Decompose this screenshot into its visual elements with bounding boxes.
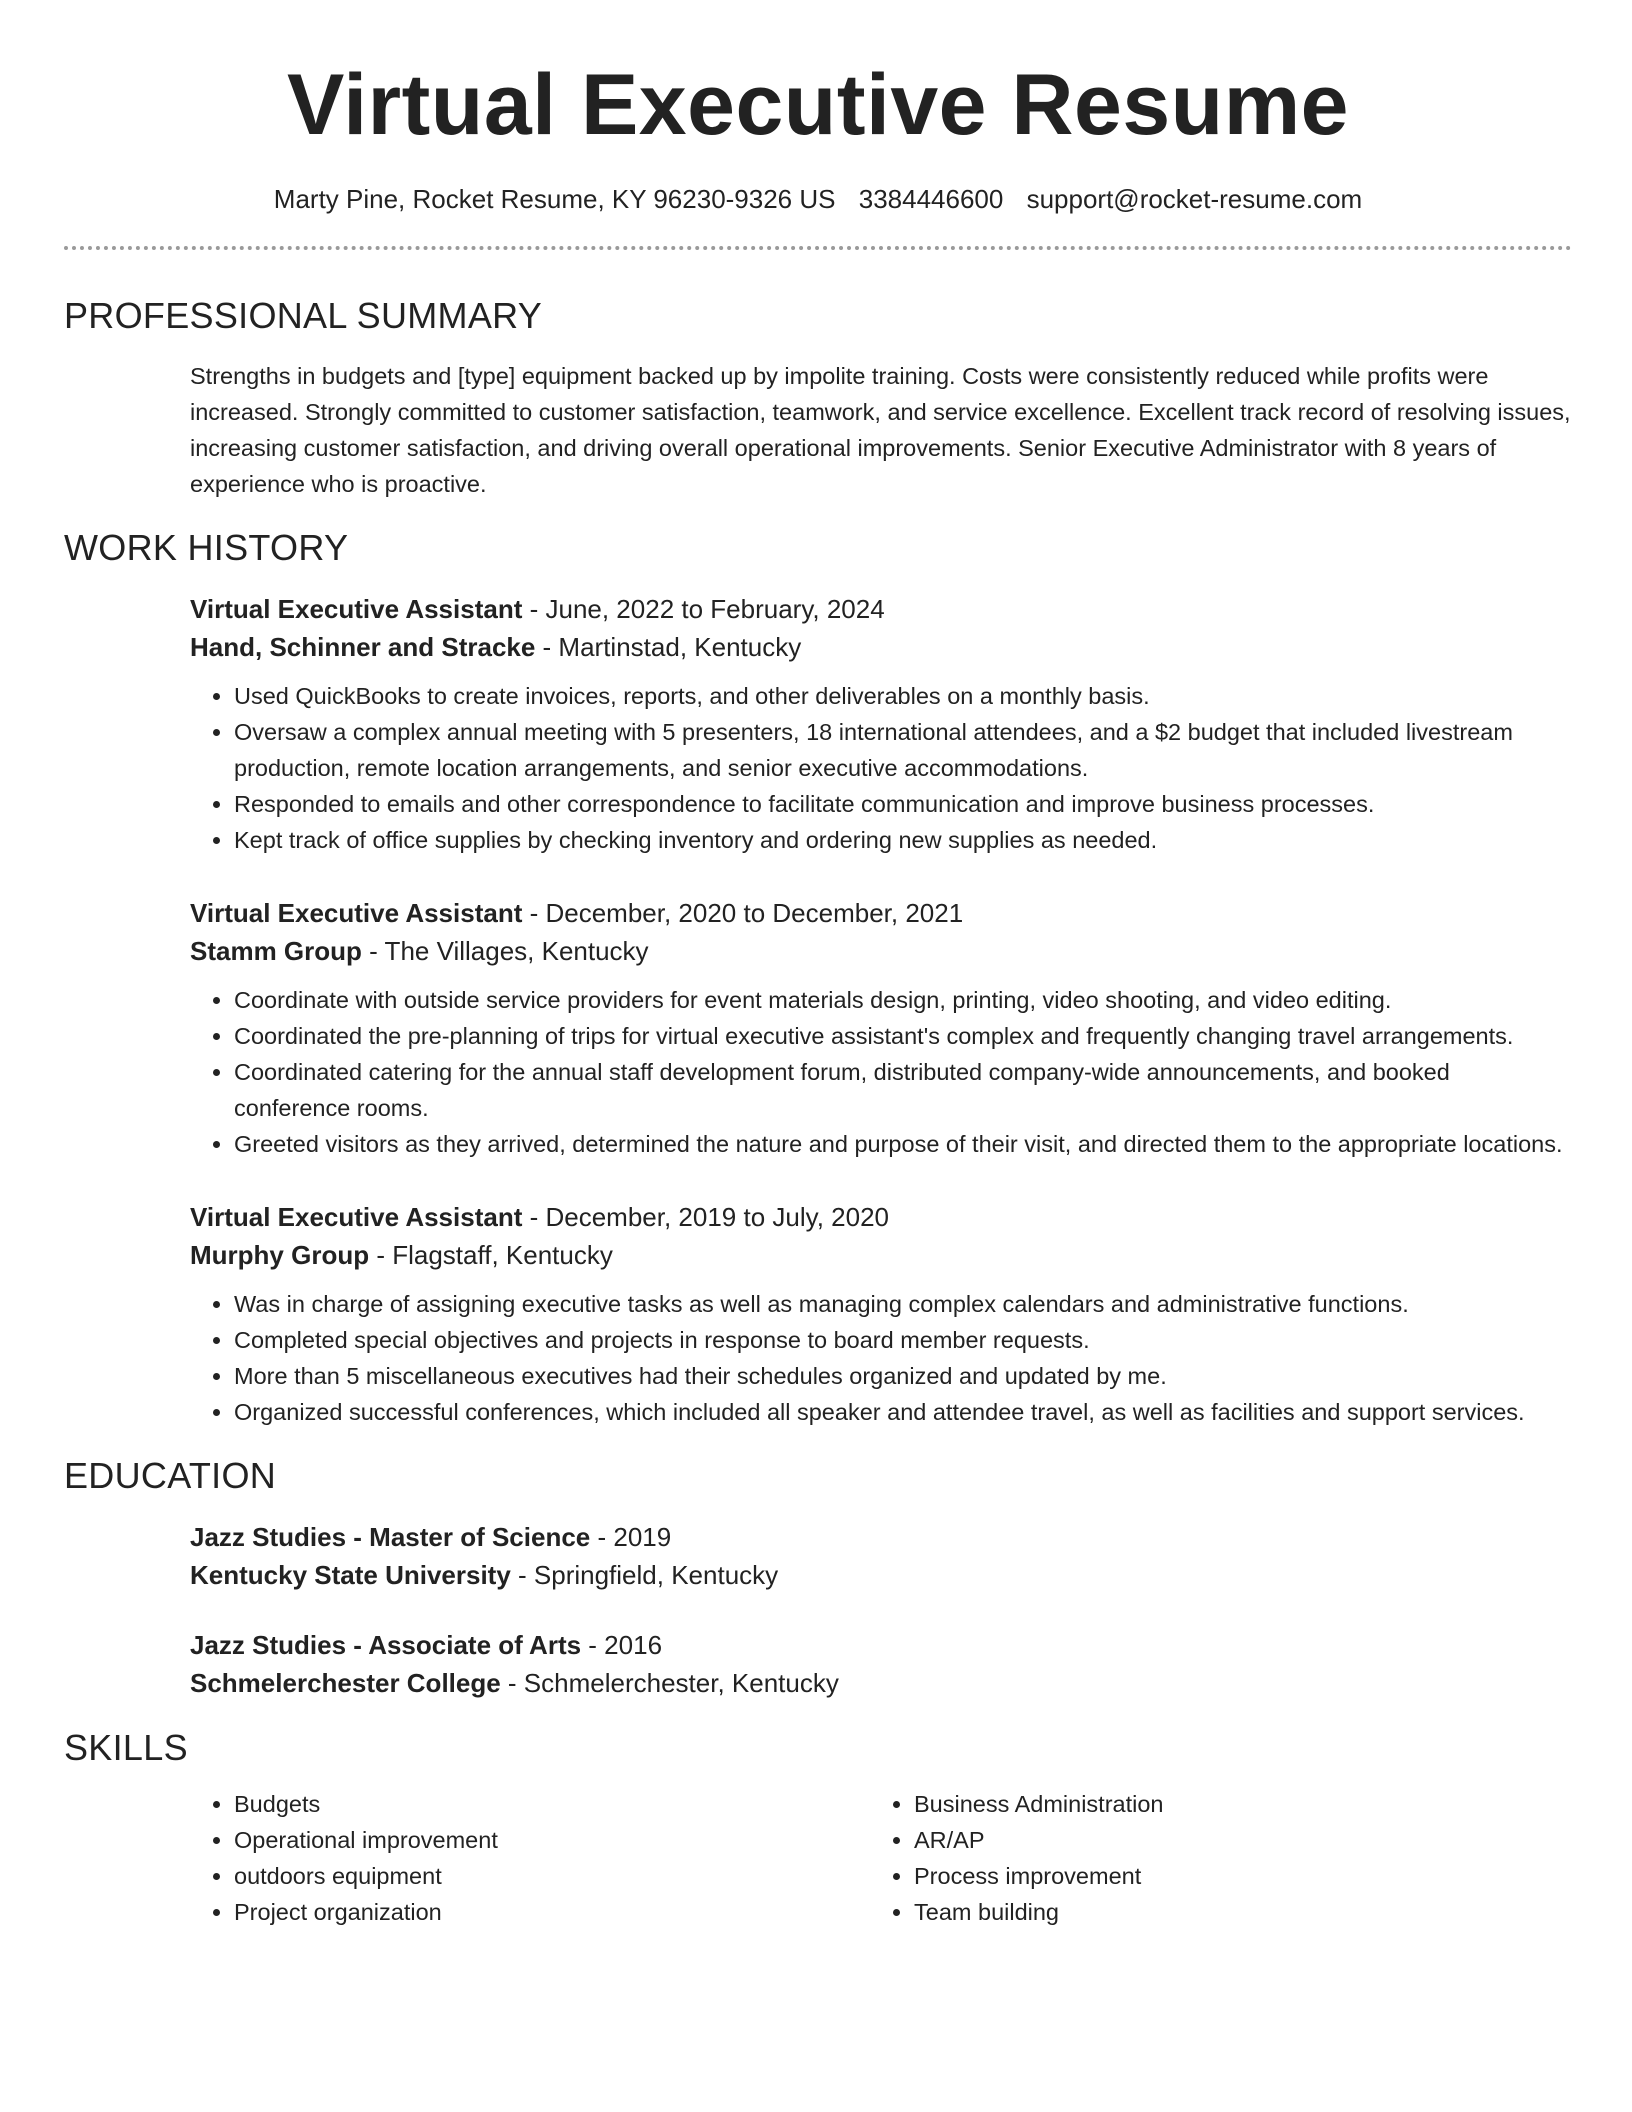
- job-title-line: [190, 590, 1572, 628]
- skill-item: • Team building: [914, 1894, 1550, 1930]
- contact-address: Marty Pine, Rocket Resume, KY 96230-9326 US: [273, 184, 836, 214]
- job-title: Virtual Executive Assistant: [190, 898, 523, 928]
- skill-item: • Business Administration: [914, 1786, 1550, 1822]
- job-entry: [190, 894, 1572, 1162]
- summary-heading: PROFESSIONAL SUMMARY: [64, 295, 543, 336]
- summary-text: Strengths in budgets and [type] equipment backed up by impolite training. Costs were consistently reduced while profits were increased. Strongly committed to customer satisfaction, teamwork, and service excellence. Excellent track record of resolving issues, increasing customer satisfaction, and driving overall operational improvements. Senior Executive Administrator with 8 years of experience who is proactive.: [190, 363, 1571, 497]
- skills-grid: [190, 1786, 1572, 1930]
- job-dates: - December, 2020 to December, 2021: [522, 898, 964, 928]
- job-bullet: • Kept track of office supplies by checking inventory and ordering new supplies as needed.: [234, 822, 1572, 858]
- education-school: Kentucky State University: [190, 1560, 511, 1590]
- job-company: Stamm Group: [190, 936, 362, 966]
- education-location: - Schmelerchester, Kentucky: [500, 1668, 839, 1698]
- contact-line: [64, 182, 1572, 216]
- job-company-line: [190, 932, 1572, 970]
- skills-heading: SKILLS: [64, 1727, 188, 1768]
- job-company-line: [190, 628, 1572, 666]
- education-degree-line: [190, 1626, 1572, 1664]
- job-bullet: • Greeted visitors as they arrived, determined the nature and purpose of their visit, and directed them to the appropriate locations.: [234, 1126, 1572, 1162]
- job-dates: - June, 2022 to February, 2024: [522, 594, 885, 624]
- job-title-line: [190, 894, 1572, 932]
- job-bullet: • Responded to emails and other correspondence to facilitate communication and improve business processes.: [234, 786, 1572, 822]
- job-bullet: • Coordinate with outside service providers for event materials design, printing, video shooting, and video editing.: [234, 982, 1572, 1018]
- job-company: Murphy Group: [190, 1240, 370, 1270]
- work-history-heading: WORK HISTORY: [64, 527, 349, 568]
- job-title-line: [190, 1198, 1572, 1236]
- skill-item: • Process improvement: [914, 1858, 1550, 1894]
- job-bullets: [190, 678, 1572, 858]
- education-school-line: [190, 1664, 1572, 1702]
- summary-section: [64, 294, 1572, 502]
- work-history-section: [64, 526, 1572, 1430]
- job-bullet: • Organized successful conferences, which included all speaker and attendee travel, as well as facilities and support services.: [234, 1394, 1572, 1430]
- education-school-line: [190, 1556, 1572, 1594]
- job-location: - Martinstad, Kentucky: [535, 632, 802, 662]
- job-location: - The Villages, Kentucky: [361, 936, 649, 966]
- education-degree: Jazz Studies - Associate of Arts: [190, 1630, 582, 1660]
- job-entry: [190, 590, 1572, 858]
- header-divider: [64, 246, 1572, 250]
- education-location: - Springfield, Kentucky: [510, 1560, 779, 1590]
- education-entry: [190, 1518, 1572, 1594]
- skills-right-column: [870, 1786, 1550, 1930]
- contact-email: support@rocket-resume.com: [1026, 184, 1363, 214]
- skill-item: • outdoors equipment: [234, 1858, 870, 1894]
- resume-page: [64, 0, 1572, 1930]
- job-bullet: • Used QuickBooks to create invoices, reports, and other deliverables on a monthly basis.: [234, 678, 1572, 714]
- job-location: - Flagstaff, Kentucky: [369, 1240, 613, 1270]
- job-title: Virtual Executive Assistant: [190, 594, 523, 624]
- skills-left-column: [190, 1786, 870, 1930]
- skills-section: [64, 1726, 1572, 1930]
- job-bullet: • Was in charge of assigning executive tasks as well as managing complex calendars and administrative functions.: [234, 1286, 1572, 1322]
- resume-title: Virtual Executive Resume: [286, 57, 1349, 153]
- skill-item: • Project organization: [234, 1894, 870, 1930]
- job-bullet: • Oversaw a complex annual meeting with 5 presenters, 18 international attendees, and a $2 budget that included livestream production, remote location arrangements, and senior executive accommodations.: [234, 714, 1572, 786]
- job-bullet: • Completed special objectives and projects in response to board member requests.: [234, 1322, 1572, 1358]
- skill-item: • Budgets: [234, 1786, 870, 1822]
- job-title: Virtual Executive Assistant: [190, 1202, 523, 1232]
- job-bullet: • Coordinated the pre-planning of trips for virtual executive assistant's complex and frequently changing travel arrangements.: [234, 1018, 1572, 1054]
- education-section: [64, 1454, 1572, 1702]
- contact-phone: 3384446600: [858, 184, 1004, 214]
- job-bullets: [190, 1286, 1572, 1430]
- job-company: Hand, Schinner and Stracke: [190, 632, 536, 662]
- skill-item: • Operational improvement: [234, 1822, 870, 1858]
- education-degree-line: [190, 1518, 1572, 1556]
- education-year: - 2016: [581, 1630, 663, 1660]
- skill-item: • AR/AP: [914, 1822, 1550, 1858]
- education-school: Schmelerchester College: [190, 1668, 501, 1698]
- education-entry: [190, 1626, 1572, 1702]
- education-degree: Jazz Studies - Master of Science: [190, 1522, 591, 1552]
- job-company-line: [190, 1236, 1572, 1274]
- education-heading: EDUCATION: [64, 1455, 277, 1496]
- education-year: - 2019: [590, 1522, 672, 1552]
- job-bullet: • Coordinated catering for the annual staff development forum, distributed company-wide announcements, and booked conference rooms.: [234, 1054, 1572, 1126]
- job-bullet: • More than 5 miscellaneous executives had their schedules organized and updated by me.: [234, 1358, 1572, 1394]
- job-entry: [190, 1198, 1572, 1430]
- job-dates: - December, 2019 to July, 2020: [522, 1202, 889, 1232]
- job-bullets: [190, 982, 1572, 1162]
